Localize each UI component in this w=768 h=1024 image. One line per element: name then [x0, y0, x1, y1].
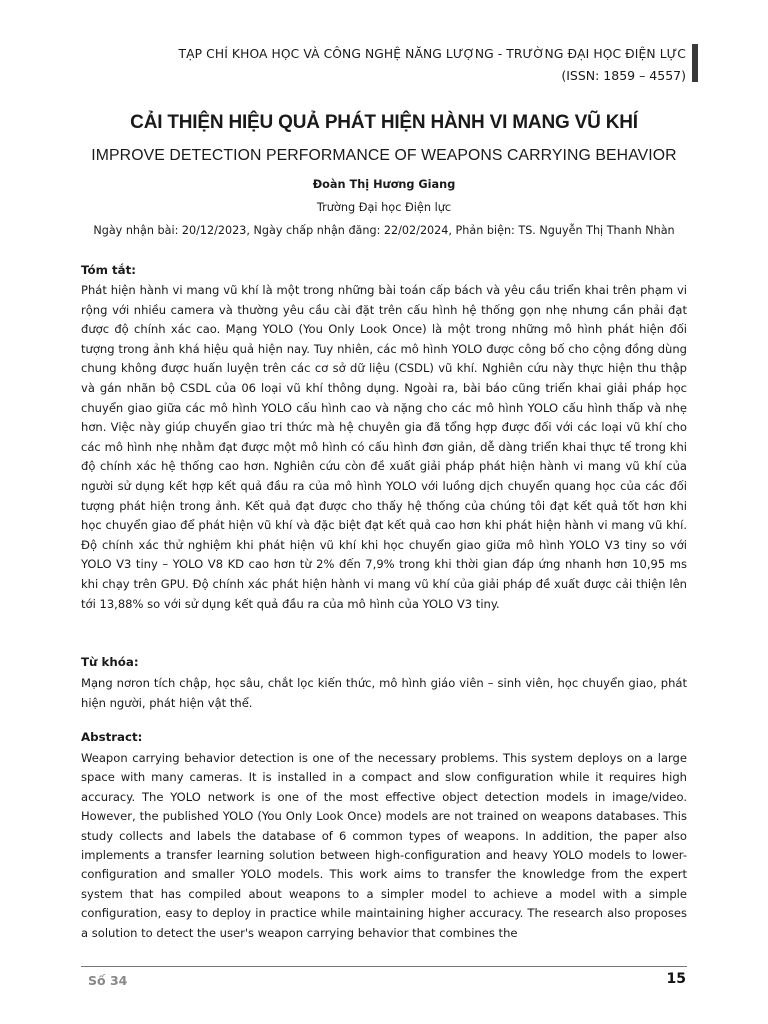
summary-text: Phát hiện hành vi mang vũ khí là một trong những bài toán cấp bách và yêu cầu triển khai trên phạm vi rộng với nhiều camera và thường yêu cầu cài đặt trên cấu hình hệ thống gọn nhẹ nhưng cần phải đạt được độ chính xác cao. Mạng YOLO (You Only Look Once) là một trong những mô hình phát hiện đối tượng trong ảnh khá hiệu quả hiện nay. Tuy nhiên, các mô hình YOLO được công bố cho cộng đồng dùng chung không được huấn luyện trên các cơ sở dữ liệu (CSDL) vũ khí. Nghiên cứu này thực hiện thu thập và gán nhãn bộ CSDL của 06 loại vũ khí thông dụng. Ngoài ra, bài báo cũng triển khai giải pháp học chuyển giao giữa các mô hình YOLO cấu hình cao và nặng cho các mô hình YOLO cấu hình thấp và nhẹ hơn. Việc này giúp chuyển giao tri thức mà hệ chuyên gia đã tổng hợp được đối với các loại vũ khí cho các mô hình nhẹ nhằm đạt được một mô hình có cấu hình đơn giản, dễ dàng triển khai thực tế trong khi độ chính xác hệ thống cao hơn. Nghiên cứu còn đề xuất giải pháp phát hiện hành vi mang vũ khí của người sử dụng kết hợp kết quả đầu ra của mô hình YOLO với luồng dịch chuyển quang học của các đối tượng phát hiện trong ảnh. Kết quả đạt được cho thấy hệ thống của chúng tôi đạt kết quả tốt hơn khi học chuyển giao để phát hiện vũ khí và đặc biệt đạt kết quả cao hơn khi phát hiện hành vi mang vũ khí. Độ chính xác thử nghiệm khi phát hiện vũ khí khi học chuyển giao giữa mô hình YOLO V3 tiny so với YOLO V3 tiny – YOLO V8 KD cao hơn từ 2% đến 7,9% trong khi thời gian đáp ứng nhanh hơn 10,95 ms khi chạy trên GPU. Độ chính xác phát hiện hành vi mang vũ khí của giải pháp đề xuất được cải thiện lên tới 13,88% so với sử dụng kết quả đầu ra của mô hình của YOLO V3 tiny. [81, 283, 687, 611]
article-title-english: IMPROVE DETECTION PERFORMANCE OF WEAPONS CARRYING BEHAVIOR [91, 147, 677, 164]
journal-name: TẠP CHÍ KHOA HỌC VÀ CÔNG NGHỆ NĂNG LƯỢNG - TRƯỜNG ĐẠI HỌC ĐIỆN LỰC [178, 47, 686, 61]
footer-page-number: 15 [666, 971, 686, 987]
article-dates: Ngày nhận bài: 20/12/2023, Ngày chấp nhận đăng: 22/02/2024, Phản biện: TS. Nguyễn Thị Thanh Nhàn [93, 224, 675, 237]
footer-divider [81, 966, 687, 967]
abstract-heading: Abstract: [81, 730, 143, 744]
keywords-heading: Từ khóa: [81, 655, 139, 669]
keywords-text: Mạng nơron tích chập, học sâu, chắt lọc kiến thức, mô hình giáo viên – sinh viên, học chuyển giao, phát hiện người, phát hiện vật thể. [81, 676, 687, 710]
footer-issue-number: Số 34 [88, 973, 128, 988]
header-accent-bar [692, 44, 698, 82]
summary-heading: Tóm tắt: [81, 263, 136, 277]
journal-issn: (ISSN: 1859 – 4557) [561, 68, 686, 83]
article-title-vietnamese: CẢI THIỆN HIỆU QUẢ PHÁT HIỆN HÀNH VI MANG VŨ KHÍ [130, 112, 638, 133]
author-name: Đoàn Thị Hương Giang [312, 178, 456, 191]
author-affiliation: Trường Đại học Điện lực [316, 201, 452, 214]
abstract-text: Weapon carrying behavior detection is one of the necessary problems. This system deploys on a large space with many cameras. It is installed in a compact and slow configuration while it requires high accuracy. The YOLO network is one of the most effective object detection models in image/video. However, the published YOLO (You Only Look Once) models are not trained on weapons databases. This study collects and labels the database of 6 common types of weapons. In addition, the paper also implements a transfer learning solution between high-configuration and heavy YOLO models to lower-configuration and smaller YOLO models. This work aims to transfer the knowledge from the expert system that has compiled about weapons to a simpler model to achieve a model with a simple configuration, easy to deploy in practice while maintaining higher accuracy. The research also proposes a solution to detect the user's weapon carrying behavior that combines the [81, 751, 687, 940]
